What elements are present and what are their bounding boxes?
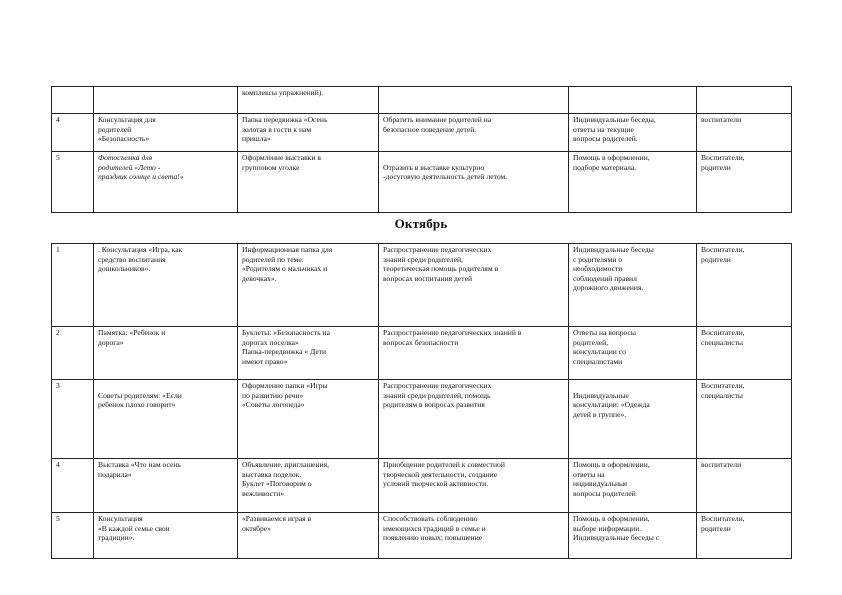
- table-row: [52, 87, 792, 114]
- goal-cell: [379, 513, 569, 559]
- cell-line: творческой деятельности, создание: [383, 469, 498, 479]
- cell-line: Информационная папка для: [242, 245, 333, 254]
- row-number: [52, 459, 94, 513]
- row-number: [52, 380, 94, 459]
- work-form-cell: [569, 244, 697, 327]
- cell-line: Воспитатели,: [701, 514, 745, 523]
- cell-line: родители: [701, 523, 731, 533]
- cell-line: Индивидуальные: [573, 390, 629, 400]
- method-cell: [238, 513, 379, 559]
- work-form-cell: [569, 459, 697, 513]
- cell-line: Папка передвижка «Осень: [242, 115, 328, 124]
- table-row: [52, 244, 792, 327]
- cell-line: необходимости: [573, 264, 623, 274]
- cell-line: Помощь в оформлении,: [573, 153, 650, 162]
- method-cell: [238, 380, 379, 459]
- work-form-cell: [569, 327, 697, 380]
- table-row: [52, 114, 792, 152]
- work-form-cell: [569, 152, 697, 213]
- cell-line: праздник солнце и света!»: [98, 172, 184, 182]
- cell-line: теоретическая помощь родителям в: [383, 264, 499, 274]
- cell-line: появлению новых; повышение: [383, 533, 483, 543]
- cell-line: специалистами: [573, 356, 623, 366]
- cell-line: воспитатели: [701, 460, 742, 469]
- table-bottom-body: [52, 244, 792, 559]
- cell-line: Индивидуальные беседы: [573, 245, 654, 254]
- cell-line: Воспитатели,: [701, 245, 745, 254]
- cell-line: групповом уголке: [242, 162, 300, 172]
- cell-line: знаний среди родителей,: [383, 254, 463, 264]
- row-number: [52, 152, 94, 213]
- method-cell: [238, 152, 379, 213]
- method-cell: [238, 459, 379, 513]
- cell-line: [98, 381, 233, 391]
- cell-line: традиции».: [98, 533, 135, 543]
- row-number-text: [56, 88, 89, 98]
- cell-line: имеют право»: [242, 356, 288, 366]
- cell-line: Памятка: «Ребенок и: [98, 328, 166, 337]
- cell-line: [573, 381, 692, 391]
- cell-line: дошкольников».: [98, 264, 151, 274]
- cell-line: [383, 153, 564, 163]
- cell-line: имеющихся традиций в семье и: [383, 523, 486, 533]
- cell-line: «Развиваемся играя в: [242, 514, 312, 523]
- cell-line: детей в группе».: [573, 409, 627, 419]
- goal-cell: [379, 87, 569, 114]
- method-cell: [238, 114, 379, 152]
- cell-line: дорогах поселка»: [242, 337, 299, 347]
- event-form: [94, 244, 238, 327]
- event-form: [94, 513, 238, 559]
- cell-line: Фотосъемка для: [98, 153, 153, 162]
- row-number: [52, 327, 94, 380]
- cell-line: ответы на: [573, 469, 605, 479]
- cell-line: -досуговую деятельность детей летом.: [383, 172, 508, 182]
- cell-line: Буклеты: «Безопасность на: [242, 328, 330, 337]
- row-number-text: 5: [56, 153, 60, 162]
- cell-line: консультации со: [573, 347, 626, 357]
- cell-line: ответы на текущие: [573, 124, 634, 134]
- responsible-cell: [697, 459, 792, 513]
- cell-line: «Советы логопеда»: [242, 400, 305, 410]
- row-number-text: 5: [56, 514, 60, 523]
- row-number-text: 4: [56, 460, 60, 469]
- table-september-continued: [51, 86, 792, 213]
- cell-line: Ответы на вопросы: [573, 328, 637, 337]
- cell-line: Консультация для: [98, 115, 156, 124]
- month-title: Октябрь: [394, 216, 448, 231]
- cell-line: родителей,: [573, 337, 609, 347]
- cell-line: родители: [701, 162, 731, 172]
- cell-line: вопросах безопасности: [383, 337, 459, 347]
- row-number-text: 4: [56, 115, 60, 124]
- table-row: [52, 459, 792, 513]
- event-form: [94, 114, 238, 152]
- cell-line: Помощь в оформлении,: [573, 514, 650, 523]
- cell-line: родители: [701, 254, 731, 264]
- responsible-cell: [697, 513, 792, 559]
- row-number-text: 1: [56, 245, 60, 254]
- work-form-cell: [569, 87, 697, 114]
- cell-line: Оформление папки «Игры: [242, 381, 328, 390]
- table-october: [51, 243, 792, 559]
- cell-line: знаний среди родителей, помощь: [383, 390, 491, 400]
- event-form: [94, 380, 238, 459]
- table-top-body: [52, 87, 792, 213]
- cell-line: «В каждой семье свои: [98, 523, 170, 533]
- cell-line: средство воспитания: [98, 254, 166, 264]
- cell-line: вопросы родителей: [573, 488, 636, 498]
- cell-line: Советы родителям: «Если: [98, 390, 182, 400]
- cell-line: родителям в вопросах развития: [383, 400, 485, 410]
- cell-line: Распространение педагогических: [383, 245, 492, 254]
- work-form-cell: [569, 380, 697, 459]
- row-number: [52, 244, 94, 327]
- cell-line: золотая в гости к нам: [242, 124, 312, 134]
- cell-line: Способствовать соблюдению: [383, 514, 478, 523]
- goal-cell: [379, 244, 569, 327]
- cell-line: с родителями о: [573, 254, 623, 264]
- cell-line: вежливости»: [242, 488, 285, 498]
- cell-line: родителей по теме:: [242, 254, 304, 264]
- cell-line: «Родителям о мальчиках и: [242, 264, 328, 274]
- cell-line: подарила»: [98, 469, 132, 479]
- cell-line: Распространение педагогических: [383, 381, 492, 390]
- cell-line: Индивидуальные беседы с: [573, 533, 660, 543]
- cell-line: девочках».: [242, 273, 277, 283]
- cell-line: родителей: [98, 124, 132, 134]
- cell-line: вопросах воспитания детей: [383, 273, 473, 283]
- method-cell: [238, 87, 379, 114]
- cell-line: Распространение педагогических знаний в: [383, 328, 522, 337]
- cell-line: Помощь в оформлении,: [573, 460, 650, 469]
- cell-line: воспитатели: [701, 115, 742, 124]
- responsible-cell: [697, 87, 792, 114]
- cell-line: соблюдений правил: [573, 273, 637, 283]
- cell-line: дорожного движения.: [573, 283, 644, 293]
- cell-line: специалисты: [701, 390, 744, 400]
- goal-cell: [379, 114, 569, 152]
- cell-line: пришла»: [242, 134, 271, 144]
- cell-line: Обратить внимание родителей на: [383, 115, 492, 124]
- row-number: [52, 513, 94, 559]
- cell-line: индивидуальные: [573, 479, 628, 489]
- cell-line: консультации: «Одежда: [573, 400, 650, 410]
- event-form: [94, 87, 238, 114]
- cell-line: безопасное поведение детей.: [383, 124, 477, 134]
- cell-line: октябре»: [242, 523, 271, 533]
- method-cell: [238, 244, 379, 327]
- cell-line: выборе информации.: [573, 523, 642, 533]
- event-form: [94, 152, 238, 213]
- cell-line: Воспитатели,: [701, 381, 745, 390]
- method-cell: [238, 327, 379, 380]
- table-row: [52, 380, 792, 459]
- cell-line: ребенок плохо говорит»: [98, 400, 176, 410]
- responsible-cell: [697, 244, 792, 327]
- goal-cell: [379, 327, 569, 380]
- responsible-cell: [697, 114, 792, 152]
- table-row: [52, 513, 792, 559]
- cell-line: условий творческой активности.: [383, 479, 489, 489]
- cell-line: . Консультация «Игра, как: [98, 245, 183, 254]
- cell-line: выставка поделок.: [242, 469, 302, 479]
- goal-cell: [379, 152, 569, 213]
- cell-line: подборе материала.: [573, 162, 637, 172]
- event-form: [94, 459, 238, 513]
- cell-line: комплексы упражнений).: [242, 88, 324, 97]
- goal-cell: [379, 380, 569, 459]
- cell-line: Выставка «Что нам осень: [98, 460, 181, 469]
- cell-line: «Безопасность»: [98, 134, 150, 144]
- row-number: [52, 87, 94, 114]
- cell-line: Оформление выставки в: [242, 153, 321, 162]
- responsible-cell: [697, 152, 792, 213]
- work-form-cell: [569, 114, 697, 152]
- cell-line: дорога»: [98, 337, 124, 347]
- cell-line: по развитию речи»: [242, 390, 304, 400]
- cell-line: Буклет «Поговорим о: [242, 479, 312, 489]
- responsible-cell: [697, 380, 792, 459]
- cell-line: Отразить в выставке культурно: [383, 162, 485, 172]
- work-form-cell: [569, 513, 697, 559]
- cell-line: специалисты: [701, 337, 744, 347]
- responsible-cell: [697, 327, 792, 380]
- cell-line: Воспитатели,: [701, 328, 745, 337]
- event-form: [94, 327, 238, 380]
- cell-line: родителей «Лето -: [98, 162, 161, 172]
- row-number-text: 2: [56, 328, 60, 337]
- cell-line: Консультация: [98, 514, 143, 523]
- cell-line: вопросы родителей.: [573, 134, 638, 144]
- row-number: [52, 114, 94, 152]
- cell-line: Воспитатели,: [701, 153, 745, 162]
- goal-cell: [379, 459, 569, 513]
- table-row: [52, 152, 792, 213]
- cell-line: Объявление, приглашения,: [242, 460, 330, 469]
- cell-line: Индивидуальные беседы,: [573, 115, 656, 124]
- table-row: [52, 327, 792, 380]
- row-number-text: 3: [56, 381, 60, 390]
- cell-line: Папка-передвижка « Дети: [242, 347, 327, 357]
- cell-line: Приобщение родителей к совместной: [383, 460, 505, 469]
